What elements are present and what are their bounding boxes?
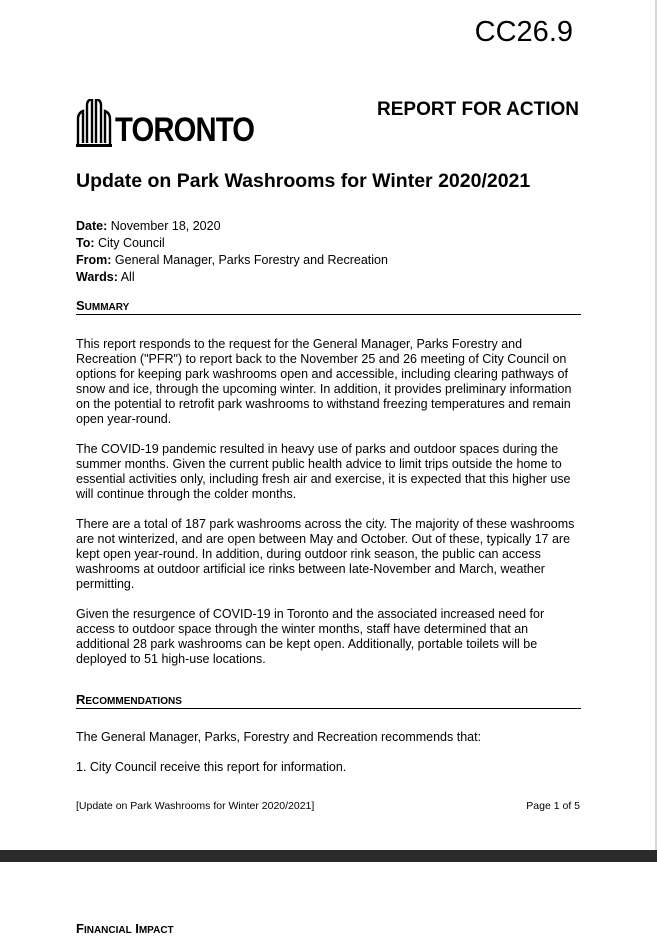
recommendation-item: 1. City Council receive this report for information.: [76, 760, 347, 774]
summary-paragraph: There are a total of 187 park washrooms across the city. The majority of these washrooms are not winterized, and are open between May and October. Out of these, typically 17 are kept open year-round. In addition, during outdoor rink season, the public can access washrooms at outdoor artificial ice rinks between late-November and March, weather permitting.: [76, 517, 575, 591]
meta-date: Date: November 18, 2020: [76, 219, 221, 233]
recommendations-heading: RECOMMENDATIONS: [76, 692, 581, 709]
report-title: Update on Park Washrooms for Winter 2020/2021: [76, 170, 531, 192]
meta-from: From: General Manager, Parks Forestry and Recreation: [76, 253, 388, 267]
meta-wards: Wards: All: [76, 270, 135, 284]
meta-to: To: City Council: [76, 236, 165, 250]
summary-heading: SUMMARY: [76, 298, 581, 315]
summary-paragraph: The COVID-19 pandemic resulted in heavy use of parks and outdoor spaces during the summer months. Given the current public health advice to limit trips outside the home to essential activities only, including fresh air and exercise, it is expected that this higher use will continue through the colder months.: [76, 442, 571, 501]
logo-wordmark: TORONTO: [115, 111, 255, 149]
footer-doc-title: [Update on Park Washrooms for Winter 2020/2021]: [76, 800, 315, 812]
report-meta: [76, 218, 388, 286]
summary-paragraph: This report responds to the request for the General Manager, Parks Forestry and Recreation ("PFR") to report back to the November 25 and 26 meeting of City Council on options for keeping park washrooms open and accessible, including clearing pathways of snow and ice, through the upcoming winter. In addition, it provides preliminary information on the potential to retrofit park washrooms to withstand freezing temperatures and remain open year-round.: [76, 337, 572, 426]
report-type: REPORT FOR ACTION: [377, 99, 579, 120]
city-hall-logo-icon: [76, 99, 112, 147]
agenda-item-number: CC26.9: [474, 16, 573, 48]
page-footer: [76, 800, 580, 812]
recommendations-body: [76, 730, 582, 790]
page-divider: [0, 850, 657, 862]
toronto-logo: [76, 99, 277, 147]
financial-impact-heading: FINANCIAL IMPACT: [76, 921, 174, 936]
summary-body: [76, 337, 582, 682]
summary-paragraph: Given the resurgence of COVID-19 in Toronto and the associated increased need for access to outdoor space through the winter months, staff have determined that an additional 28 park washrooms can be kept open. Additionally, portable toilets will be deployed to 51 high-use locations.: [76, 607, 545, 666]
recommendations-intro: The General Manager, Parks, Forestry and Recreation recommends that:: [76, 730, 482, 744]
footer-page-number: Page 1 of 5: [526, 800, 580, 812]
